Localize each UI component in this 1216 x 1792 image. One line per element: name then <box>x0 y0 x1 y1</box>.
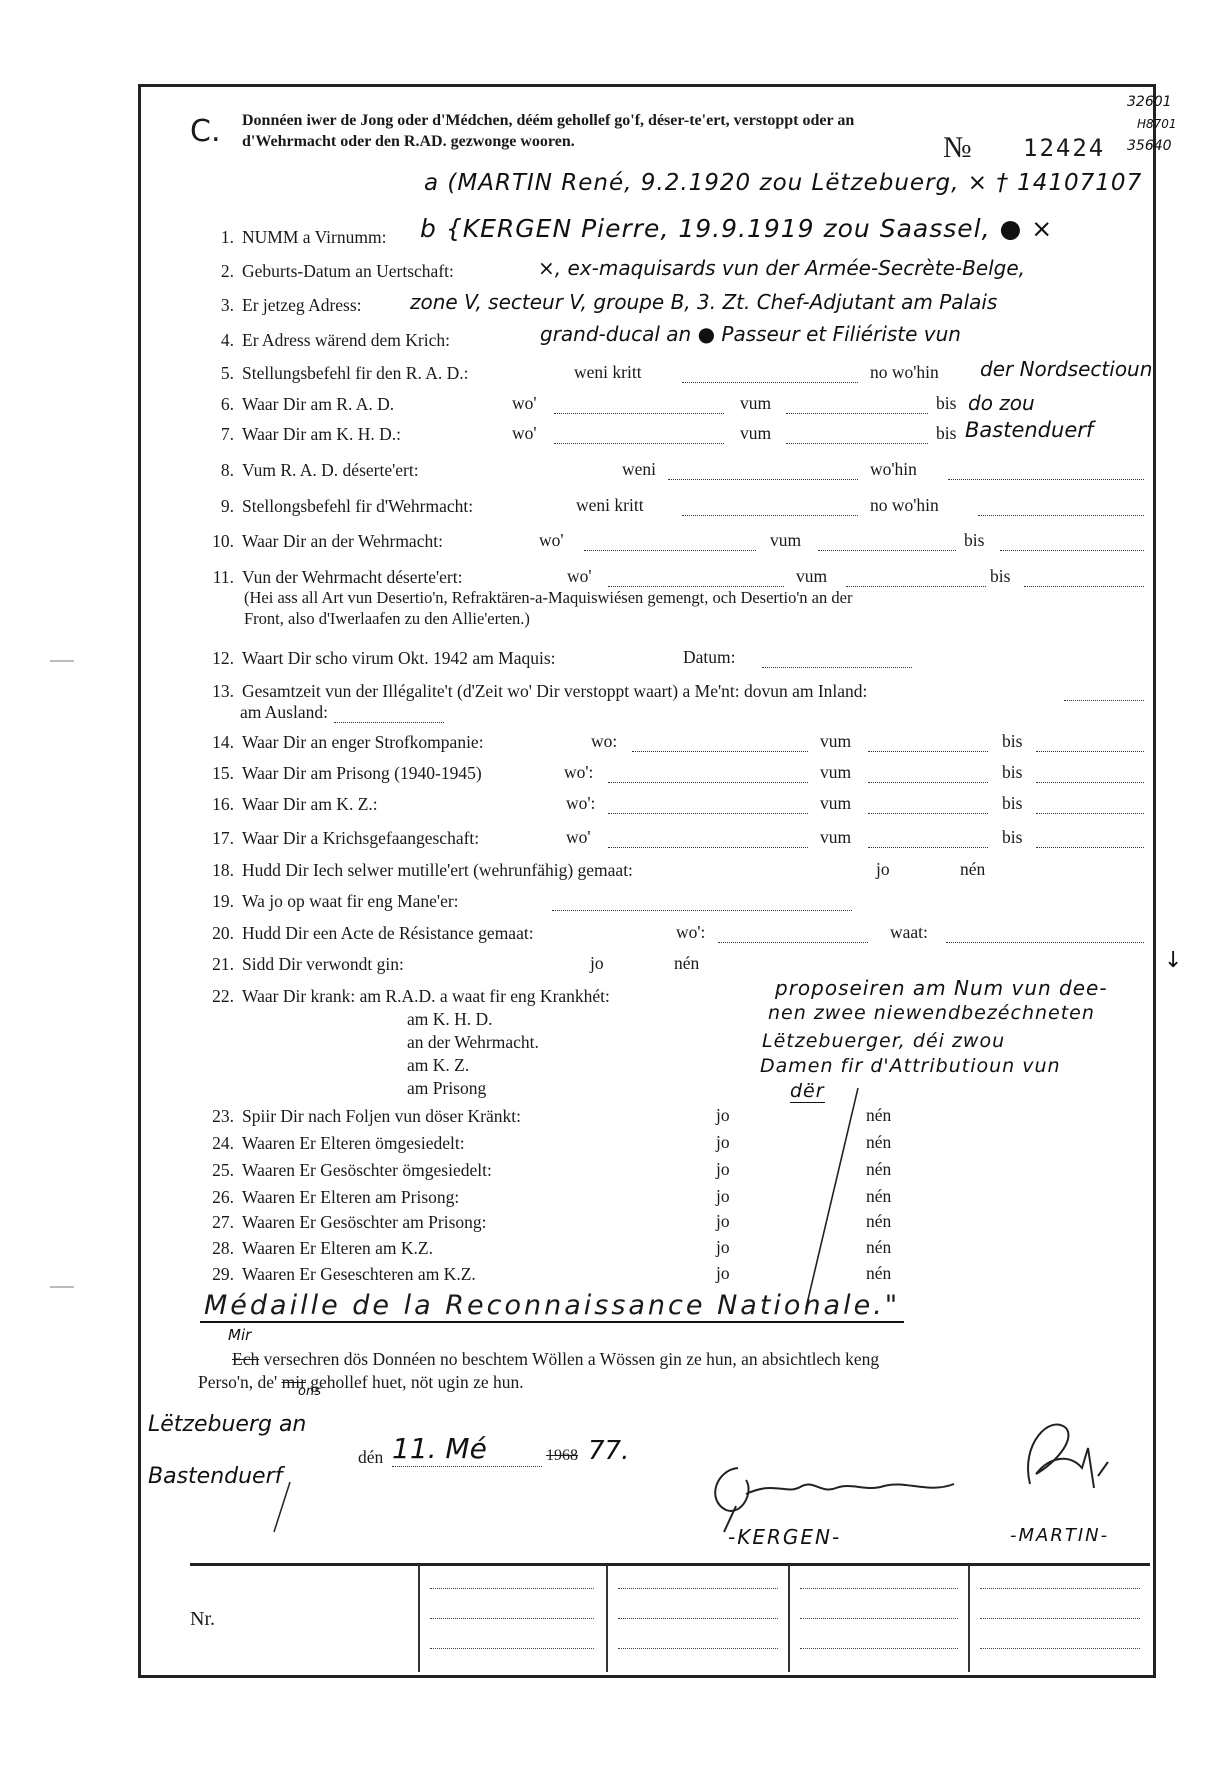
row-22-sublist <box>407 1008 539 1100</box>
field-label: jo <box>590 953 604 973</box>
row-22-sub-item: am K. H. D. <box>407 1009 493 1029</box>
field-label: nén <box>674 953 700 973</box>
field-label: bis <box>1002 762 1023 782</box>
fill-line <box>608 799 808 814</box>
fill-line <box>800 1648 958 1649</box>
field-label: jo <box>876 859 890 879</box>
year-written: 77. <box>588 1436 630 1466</box>
fill-line <box>786 429 928 444</box>
field-label: weni <box>622 459 657 479</box>
fill-line <box>554 429 724 444</box>
field-label: wo' <box>512 423 537 443</box>
form-row-20: 20. Hudd Dir een Acte de Résistance gemaat: <box>212 923 534 943</box>
year-printed: 1968 <box>546 1447 578 1464</box>
field-label: nén <box>866 1237 892 1257</box>
form-row-25: 25. Waaren Er Gesöschter ömgesiedelt: <box>212 1160 492 1180</box>
corner-note: 32601 <box>1127 94 1172 110</box>
struck-word: mir <box>281 1372 306 1392</box>
field-label: wo': <box>564 762 594 782</box>
fill-line <box>1024 572 1144 587</box>
field-label: wo': <box>676 922 706 942</box>
place-handwriting: Lëtzebuerg an <box>148 1412 307 1437</box>
fill-line <box>846 572 986 587</box>
bottom-rule <box>138 1675 1156 1678</box>
field-label: no wo'hin <box>870 362 939 382</box>
fill-line <box>946 928 1144 943</box>
struck-word: Ech <box>232 1349 260 1369</box>
handwritten-line: do zou <box>968 391 1035 415</box>
inserted-word: Mir <box>228 1326 252 1344</box>
fill-line <box>392 1452 542 1467</box>
form-row-26: 26. Waaren Er Elteren am Prisong: <box>212 1187 460 1207</box>
handwritten-line: Bastenduerf <box>965 418 1094 442</box>
form-row-29: 29. Waaren Er Geseschteren am K.Z. <box>212 1264 476 1284</box>
fill-line <box>980 1648 1140 1649</box>
handwritten-line: ×, ex-maquisards vun der Armée-Secrète-Belge, <box>538 256 1026 280</box>
form-row-12: 12. Waart Dir scho virum Okt. 1942 am Maquis: <box>212 648 556 668</box>
handwritten-proposal: proposeiren am Num vun dee- <box>775 976 1108 1000</box>
form-row-10: 10. Waar Dir an der Wehrmacht: <box>212 531 443 551</box>
place-stroke <box>268 1480 298 1536</box>
fill-line <box>430 1588 594 1589</box>
field-label: vum <box>796 566 828 586</box>
field-label: wo': <box>566 793 596 813</box>
fill-line <box>430 1618 594 1619</box>
field-label: vum <box>770 530 802 550</box>
fill-line <box>980 1588 1140 1589</box>
fill-line <box>1036 799 1144 814</box>
fill-line <box>552 896 852 911</box>
fill-line <box>608 768 808 783</box>
form-row-19: 19. Wa jo op waat fir eng Mane'er: <box>212 891 459 911</box>
field-label: Datum: <box>683 647 736 667</box>
fill-line <box>1036 833 1144 848</box>
row-13-note: am Ausland: <box>240 702 328 722</box>
name-kergen: -KERGEN- <box>728 1525 842 1549</box>
medal-handwriting: Médaille de la Reconnaissance Nationale." <box>200 1290 904 1323</box>
field-label: jo <box>716 1263 730 1283</box>
form-row-6: 6. Waar Dir am R. A. D. <box>220 394 395 414</box>
row-22-sub-item: am K. Z. <box>407 1055 470 1075</box>
fill-line <box>762 653 912 668</box>
handwritten-name-a: a (MARTIN René, 9.2.1920 zou Lëtzebuerg, × † 14107107 <box>424 170 1143 196</box>
form-row-14: 14. Waar Dir an enger Strofkompanie: <box>212 732 484 752</box>
form-row-24: 24. Waaren Er Elteren ömgesiedelt: <box>212 1133 465 1153</box>
inserted-word: ons <box>298 1384 321 1399</box>
corner-note: 35640 <box>1127 138 1172 154</box>
fill-line <box>682 368 858 383</box>
field-label: nén <box>866 1159 892 1179</box>
date-day-month: 11. Mé <box>392 1432 487 1465</box>
footer-cell <box>788 1566 790 1672</box>
form-row-18: 18. Hudd Dir Iech selwer mutille'ert (wehrunfähig) gemaat: <box>212 860 633 880</box>
signature-kergen <box>696 1440 962 1536</box>
handwritten-proposal: dër <box>790 1080 825 1102</box>
field-label: jo <box>716 1237 730 1257</box>
number-sign: № <box>943 131 972 164</box>
fill-line <box>868 799 988 814</box>
handwritten-name-b: b {KERGEN Pierre, 19.9.1919 zou Saassel, ● × <box>420 214 1054 243</box>
field-label: jo <box>716 1159 730 1179</box>
fill-line <box>618 1618 778 1619</box>
declaration-text: Perso'n, de' <box>198 1372 278 1392</box>
fill-line <box>868 737 988 752</box>
field-label: bis <box>936 393 957 413</box>
field-label: vum <box>740 423 772 443</box>
field-label: wo' <box>567 566 592 586</box>
margin-mark <box>50 1286 74 1288</box>
handwritten-proposal: Lëtzebuerger, déi zwou <box>762 1030 1006 1052</box>
field-label: wo: <box>591 731 618 751</box>
field-label: jo <box>716 1186 730 1206</box>
fill-line <box>978 501 1144 516</box>
fill-line <box>554 399 724 414</box>
form-row-21: 21. Sidd Dir verwondt gin: <box>212 954 404 974</box>
fill-line <box>608 572 784 587</box>
field-label: bis <box>1002 793 1023 813</box>
fill-line <box>430 1648 594 1649</box>
form-row-3: 3. Er jetzeg Adress: <box>220 295 362 315</box>
field-label: nén <box>866 1186 892 1206</box>
field-label: vum <box>820 793 852 813</box>
fill-line <box>868 833 988 848</box>
margin-mark <box>50 660 74 662</box>
declaration-text: versechren dös Donnéen no beschtem Wöllen a Wössen gin ze hun, an absichtlech keng <box>263 1349 880 1369</box>
declaration-text: gehollef huet, nöt ugin ze hun. <box>310 1372 524 1392</box>
section-letter: C. <box>190 114 221 149</box>
field-label: wo' <box>512 393 537 413</box>
row-22-sub-item: am Prisong <box>407 1078 487 1098</box>
fill-line <box>1000 536 1144 551</box>
fill-line <box>786 399 928 414</box>
name-martin: -MARTIN- <box>1010 1525 1110 1546</box>
fill-line <box>948 465 1144 480</box>
row-22-sub-item: an der Wehrmacht. <box>407 1032 539 1052</box>
field-label: vum <box>740 393 772 413</box>
handwritten-proposal: nen zwee niewendbezéchneten <box>768 1002 1095 1024</box>
form-row-8: 8. Vum R. A. D. déserte'ert: <box>220 460 419 480</box>
field-label: bis <box>936 423 957 443</box>
field-label: bis <box>1002 731 1023 751</box>
handwritten-line: der Nordsectioun <box>980 357 1153 381</box>
form-row-13: 13. Gesamtzeit vun der Illégalite't (d'Zeit wo' Dir verstoppt waart) a Me'nt: dovun am Inland: <box>212 681 868 701</box>
handwritten-proposal: Damen fir d'Attributioun vun <box>760 1055 1061 1077</box>
form-title: Donnéen iwer de Jong oder d'Médchen, déém gehollef go'f, déser-te'ert, verstoppt oder an d'Wehrmacht oder den R.AD. gezwonge wooren. <box>242 112 855 150</box>
field-label: jo <box>716 1132 730 1152</box>
fill-line <box>334 708 444 723</box>
date-label: dén <box>358 1447 384 1467</box>
field-label: wo'hin <box>870 459 917 479</box>
field-label: nén <box>866 1132 892 1152</box>
handwritten-line: zone V, secteur V, groupe B, 3. Zt. Chef-Adjutant am Palais <box>410 290 998 314</box>
field-label: wo' <box>539 530 564 550</box>
form-row-27: 27. Waaren Er Gesöschter am Prisong: <box>212 1212 487 1232</box>
fill-line <box>618 1648 778 1649</box>
form-row-2: 2. Geburts-Datum an Uertschaft: <box>220 261 454 281</box>
fill-line <box>800 1618 958 1619</box>
field-label: no wo'hin <box>870 495 939 515</box>
field-label: jo <box>716 1105 730 1125</box>
field-label: weni kritt <box>574 362 642 382</box>
fill-line <box>668 465 858 480</box>
field-label: jo <box>716 1211 730 1231</box>
fill-line <box>800 1588 958 1589</box>
form-row-15: 15. Waar Dir am Prisong (1940-1945) <box>212 763 482 783</box>
declaration <box>198 1348 1162 1394</box>
field-label: wo' <box>566 827 591 847</box>
fill-line <box>818 536 956 551</box>
field-label: bis <box>964 530 985 550</box>
field-label: vum <box>820 827 852 847</box>
field-label: bis <box>1002 827 1023 847</box>
fill-line <box>584 536 756 551</box>
place-handwriting: Bastenduerf <box>148 1464 283 1489</box>
fill-line <box>718 928 868 943</box>
handwritten-line: grand-ducal an ● Passeur et Filiériste vun <box>540 322 961 346</box>
field-label: vum <box>820 762 852 782</box>
fill-line <box>868 768 988 783</box>
nr-label: Nr. <box>190 1608 215 1630</box>
fill-line <box>632 737 808 752</box>
field-label: waat: <box>890 922 928 942</box>
corner-note: H8701 <box>1137 117 1177 131</box>
form-row-28: 28. Waaren Er Elteren am K.Z. <box>212 1238 433 1258</box>
row-11-note: (Hei ass all Art vun Desertio'n, Refraktären-a-Maquiswiésen gemengt, och Desertio'n an der <box>244 588 853 607</box>
footer-grid <box>418 1566 1150 1672</box>
form-row-4: 4. Er Adress wärend dem Krich: <box>220 330 450 350</box>
field-label: nén <box>866 1211 892 1231</box>
form-row-7: 7. Waar Dir am K. H. D.: <box>220 424 401 444</box>
field-label: nén <box>866 1105 892 1125</box>
form-row-11: 11. Vun der Wehrmacht déserte'ert: <box>212 567 463 587</box>
form-row-5: 5. Stellungsbefehl fir den R. A. D.: <box>220 363 469 383</box>
form-number: 12424 <box>1023 134 1106 162</box>
row-11-note: Front, also d'Iwerlaafen zu den Allie'erten.) <box>244 609 530 628</box>
fill-line <box>1036 768 1144 783</box>
fill-line <box>1064 686 1144 701</box>
form-row-9: 9. Stellongsbefehl fir d'Wehrmacht: <box>220 496 474 516</box>
fill-line <box>1036 737 1144 752</box>
fill-line <box>618 1588 778 1589</box>
form-row-17: 17. Waar Dir a Krichsgefaangeschaft: <box>212 828 480 848</box>
fill-line <box>608 833 808 848</box>
form-row-23: 23. Spiir Dir nach Foljen vun döser Kränkt: <box>212 1106 521 1126</box>
field-label: weni kritt <box>576 495 644 515</box>
signature-martin <box>990 1404 1120 1514</box>
footer-cell <box>606 1566 608 1672</box>
form-row-16: 16. Waar Dir am K. Z.: <box>212 794 378 814</box>
fill-line <box>682 501 858 516</box>
arrow-down-icon: ↓ <box>1164 948 1183 973</box>
field-label: nén <box>866 1263 892 1283</box>
field-label: vum <box>820 731 852 751</box>
fill-line <box>980 1618 1140 1619</box>
form-row-22: 22. Waar Dir krank: am R.A.D. a waat fir eng Krankhét: <box>212 986 610 1006</box>
field-label: bis <box>990 566 1011 586</box>
footer-cell <box>418 1566 420 1672</box>
field-label: nén <box>960 859 986 879</box>
footer-cell <box>968 1566 970 1672</box>
form-row-1: 1. NUMM a Virnumm: <box>220 227 387 247</box>
